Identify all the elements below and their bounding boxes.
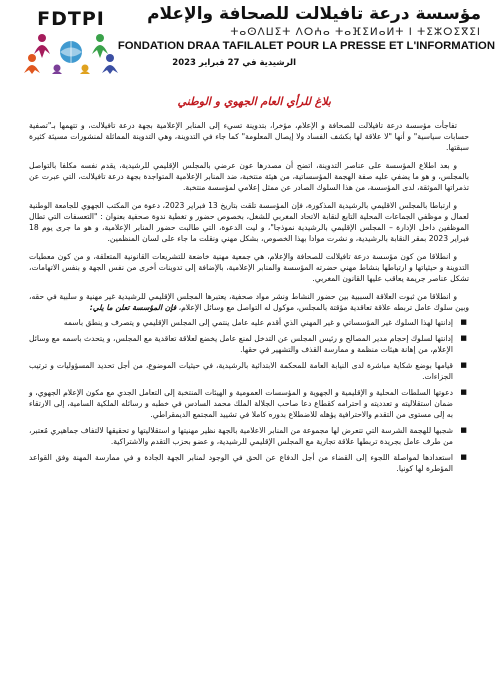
bullet-icon: ■	[460, 318, 467, 326]
paragraph-4: و انطلاقا من كون مؤسسة درعة تافيلالت للصحافة والإعلام، هي جمعية مهنية خاضعة للتشريعات القانونية المتعلقة، و من كون معطيات التدوينة و حيثياتها و ارتباطها بنشاط مهني حضرته المؤسسة والمنابر الإعلامية، بالإضافة إلى تدوينات أخرى من نفس الجهة و بنفس الاتهامات، تشكل عناصر جريمة يعاقب عليها القانون المغربي.	[29, 252, 469, 283]
list-item-text: إدانتها لسلوك إحجام مدير المصالح و رئيس المجلس عن التدخل لمنع عامل يخضع لعلاقة تعاقدية مع المجلس، و يتحدث باسمه مع وسائل الإعلام، من إهانة هيئات منظمة و ممارسة القذف والتشهير في حقها.	[29, 334, 453, 354]
bullet-icon: ■	[460, 361, 467, 369]
org-name-arabic: مؤسسة درعة تافيلالت للصحافة والإعلام	[147, 4, 481, 24]
list-item-text: استعدادها لمواصلة اللجوء إلى القضاء من أجل الدفاع عن الحق في الوجود لمنابر الجهة الجادة و في ممارسة المهنة وفق القواعد المؤطرة لها كونيا.	[29, 453, 453, 473]
list-item	[29, 317, 469, 328]
paragraph-1: تفاجأت مؤسسة درعة تافيلالت للصحافة و الإعلام، مؤخرا، بتدوينة تسيء إلى المنابر الإعلامية بجهة درعة تافيلالت، و تتهمها بـ"تصفية حسابات سياسية" و أنها "لا علاقة لها بكشف الفساد ولا إيصال المعلومة" كما جاء في التدوينة، وهي التدوينة المماثلة لمنشورات مسيئة كثيرة سبقتها.	[29, 121, 469, 152]
bullet-icon: ■	[460, 334, 467, 342]
list-item	[29, 452, 469, 474]
fdtpi-logo	[12, 8, 130, 74]
paragraph-3: و ارتباطا بالمجلس الاقليمي بالرشيدية المذكورة، فإن المؤسسة تلقت بتاريخ 13 فبراير 2023، دعوة من المكتب الجهوي للجامعة الوطنية لعمال و موظفي الجماعات المحلية التابع لنقابة الاتحاد المغربي للشغل، بخصوص حضور و تغطية ندوة صحفية بعنوان : "التعسفات التي تطال الموظفين داخل الإدارة – المجلس الإقليمي بالرشيدية نموذجا"، و ليت الدعوة، التي طالبت حضور المنابر الإعلامية، و هو ما جرى يوم 18 فبراير 2023 بمقر النقابة بالرشيدية، و نشرت موادا بهذا الخصوص، بشكل مهني ونقلت ما جاء على لسان المنظمين.	[29, 201, 469, 243]
declaration-lead: فإن المؤسسة تعلن ما يلي:	[89, 303, 177, 312]
list-item	[29, 387, 469, 420]
document-date: الرشيدية في 27 فبراير 2023	[172, 58, 296, 68]
org-name-french: FONDATION DRAA TAFILALET POUR LA PRESSE ET L'INFORMATION	[117, 40, 495, 52]
paragraph-2: و بعد اطلاع المؤسسة على عناصر التدوينة، اتضح أن مصدرها عون عرضي بالمجلس الإقليمي للرشيدية، يقدم نفسه مكلفا بالتواصل بالمجلس، و هو ما يضفي عليه صفة الهجمة المؤسساتية، من هيئة منتخبة، ضد المنابر الإعلامية المتواجدة بجهة درعة تافيلالت، التي عبرت عن تذمراتها الموثقة، لدى المؤسسة، من هذا السلوك الصادر عن ممثل إعلامي لمؤسسة منتخبة.	[29, 161, 469, 192]
org-name-tifinagh: ⵜⴰⵙⴷⵡⵉⵜ ⴷⵔⵄⴰ ⵜⴰⴼⵉⵍⴰⵍⵜ ⵏ ⵜⵉⵣⵔⵉⴳⵉⵏ	[230, 26, 481, 38]
document-body	[29, 120, 469, 479]
list-item-text: شجبها للهجمة الشرسة التي تتعرض لها مجموعة من المنابر الاعلامية بالجهة نظير مهنيتها و استقلاليتها و تحقيقها لالتفاف جماهيري مُعتبر، من طرف عامل بجريدة تربطها علاقة تجارية مع المجلس الإقليمي للرشيدية، و عضو بحزب التقدم والاشتراكية.	[29, 426, 453, 446]
people-circle-icon	[12, 28, 130, 74]
list-item-text: قيامها بوضع شكاية مباشرة لدى النيابة العامة للمحكمة الابتدائية بالرشيدية، في حيثيات الموضوع، من أجل تحديد المسؤوليات و ترتيب الجزاءات.	[29, 361, 453, 381]
list-item	[29, 333, 469, 355]
list-item-text: إدانتها لهذا السلوك غير المؤسساتي و غير المهني الذي أقدم عليه عامل ينتمي إلى المجلس الإقليمي و يتصرف و ينطق باسمه	[63, 318, 453, 327]
letterhead	[0, 0, 501, 84]
logo-text: FDTPI	[37, 8, 105, 30]
paragraph-5: و انطلاقا من ثبوت العلاقة السببية بين حضور النشاط ونشر مواد صحفية، يعتبرها المجلس الإقليمي للرشيدية غير مهنية و سلبية في حقه، وبين سلوك عامل تربطه علاقة تعاقدية مؤقتة بالمجلس، موكول له التواصل مع وسائل الإعلام، فإن المؤسسة تعلن ما يلي:	[29, 292, 469, 312]
list-item	[29, 425, 469, 447]
list-item-text: دعوتها السلطات المحلية و الإقليمية و الجهوية و المؤسسات العمومية و الهيئات المنتخبة إلى التعامل الجدي مع مكون الإعلام الجهوي، و ضمان استقلاليته و تعدديته و احترامه كقطاع دعا صاحب الجلالة الملك محمد السادس في خطبه و رسائله الملكية السامية، إلى الارتقاء به إلى مستوى من التقدم والاحترافية يؤهله للاضطلاع بدوره كاملا في تشييد المجتمع الديمقراطي.	[29, 388, 453, 419]
declaration-list	[29, 317, 469, 474]
list-item	[29, 360, 469, 382]
document-title: بلاغ للرأي العام الجهوي و الوطني	[177, 95, 331, 108]
bullet-icon: ■	[460, 388, 467, 396]
bullet-icon: ■	[460, 426, 467, 434]
bullet-icon: ■	[460, 453, 467, 461]
